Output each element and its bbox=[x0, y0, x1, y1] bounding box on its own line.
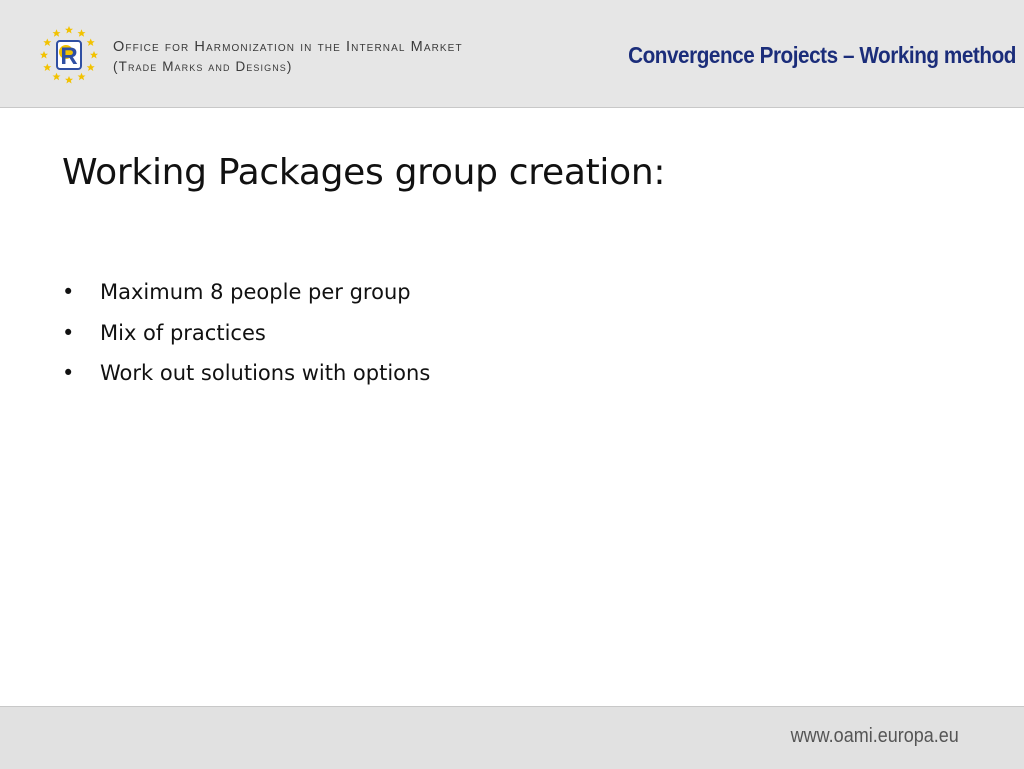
header-bar bbox=[0, 0, 1024, 108]
oami-logo bbox=[38, 24, 100, 86]
organization-name-line1: Office for Harmonization in the Internal Market bbox=[113, 39, 463, 55]
footer-bar bbox=[0, 706, 1024, 769]
bullet-text: Maximum 8 people per group bbox=[100, 280, 411, 304]
website-url: www.oami.europa.eu bbox=[790, 725, 959, 747]
organization-name-line2: (Trade Marks and Designs) bbox=[113, 59, 293, 74]
bullet-icon: • bbox=[62, 320, 75, 345]
logo-letter: R bbox=[60, 43, 78, 70]
eu-stars-logo-icon bbox=[38, 24, 100, 86]
section-title: Convergence Projects – Working method bbox=[628, 42, 1016, 68]
organization-name bbox=[113, 38, 463, 76]
bullet-text: Mix of practices bbox=[100, 320, 266, 345]
slide-title: Working Packages group creation: bbox=[62, 152, 666, 193]
bullet-icon: • bbox=[62, 280, 75, 304]
bullet-text: Work out solutions with options bbox=[100, 361, 431, 385]
bullet-icon: • bbox=[62, 361, 75, 385]
